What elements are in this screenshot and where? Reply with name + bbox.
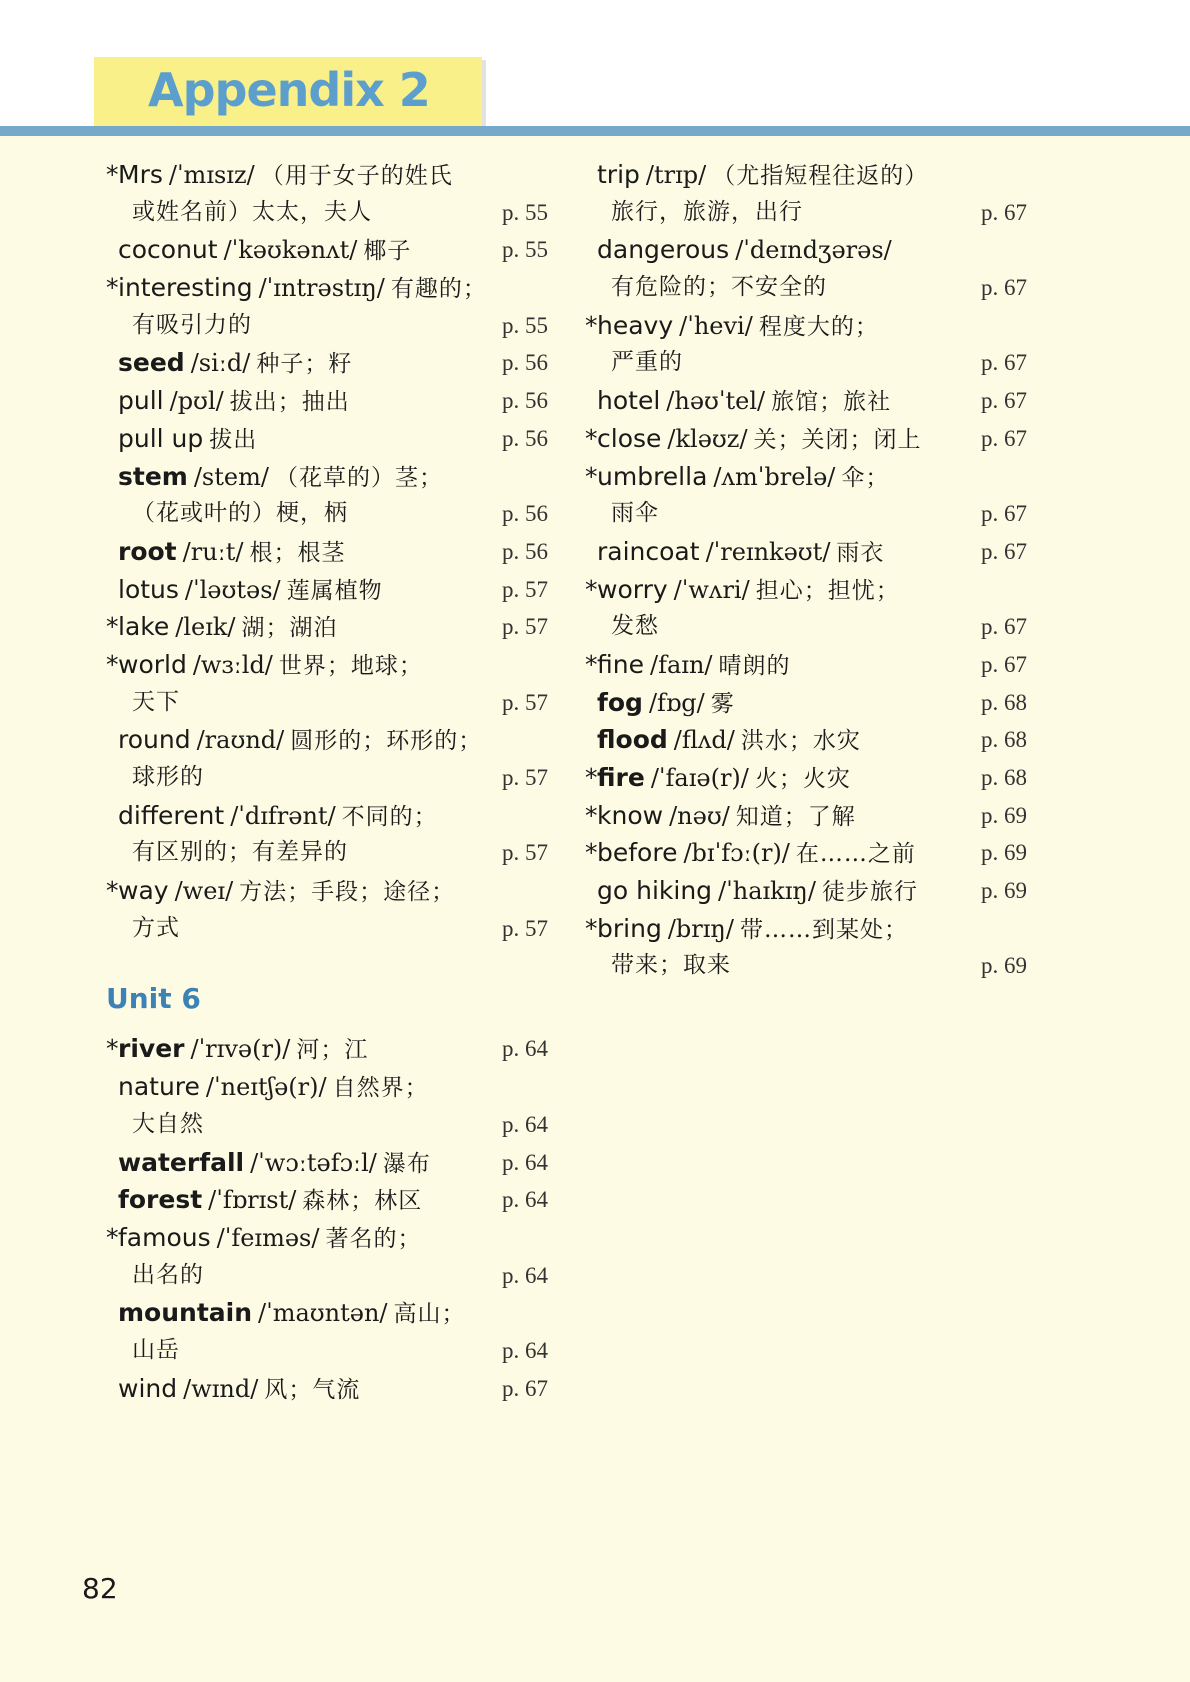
phonetic: /ˈfaɪə(r)/ bbox=[650, 764, 749, 792]
page-reference: p. 56 bbox=[502, 425, 548, 451]
vocab-entry bbox=[106, 1219, 548, 1294]
headword: worry bbox=[597, 574, 668, 604]
headword: different bbox=[118, 800, 225, 830]
star-marker: * bbox=[585, 763, 598, 792]
vocab-entry-line bbox=[118, 495, 548, 533]
vocab-entry-line bbox=[106, 269, 548, 307]
chinese-definition: 拔出 bbox=[209, 426, 258, 453]
star-marker: * bbox=[585, 574, 598, 604]
vocab-entry-line bbox=[118, 1332, 548, 1370]
vocab-entry-line bbox=[597, 608, 1027, 646]
vocab-entry-line bbox=[597, 231, 1027, 269]
vocab-entry-line bbox=[118, 721, 548, 759]
vocab-entry bbox=[597, 382, 1027, 420]
phonetic: /ˈmaʊntən/ bbox=[258, 1299, 388, 1328]
unit-6-heading: Unit 6 bbox=[106, 982, 201, 1016]
chinese-definition: 发愁 bbox=[611, 613, 659, 640]
headword: way bbox=[118, 876, 169, 906]
star-marker: * bbox=[585, 423, 598, 453]
vocab-entry bbox=[118, 571, 548, 609]
vocab-entry-line bbox=[118, 1370, 548, 1408]
vocab-entry-line bbox=[597, 947, 1027, 985]
vocab-entry bbox=[118, 1181, 548, 1219]
appendix-title: Appendix 2 bbox=[148, 63, 430, 117]
page-reference: p. 69 bbox=[981, 953, 1027, 979]
page-reference: p. 64 bbox=[502, 1187, 548, 1213]
vocab-entry bbox=[597, 533, 1027, 571]
chinese-definition: 森林；林区 bbox=[302, 1188, 423, 1215]
vocab-entry bbox=[118, 533, 548, 571]
star-marker: * bbox=[585, 461, 598, 491]
chinese-definition: 世界；地球； bbox=[278, 652, 423, 679]
headword: pull up bbox=[118, 423, 204, 453]
headword: dangerous bbox=[597, 235, 730, 265]
chinese-definition: 关；关闭；闭上 bbox=[753, 426, 922, 453]
phonetic: /ˈkəʊkənʌt/ bbox=[223, 236, 358, 265]
phonetic: /ˈwɔːtəfɔːl/ bbox=[250, 1148, 377, 1177]
vocab-entry-line bbox=[118, 1257, 548, 1295]
phonetic: /ˈwʌri/ bbox=[673, 575, 750, 604]
headword: go hiking bbox=[597, 876, 713, 906]
page-reference: p. 67 bbox=[981, 651, 1027, 677]
headword: lotus bbox=[118, 574, 179, 604]
chinese-definition: 河；江 bbox=[296, 1037, 369, 1064]
headword: lake bbox=[118, 612, 170, 642]
chinese-definition: 伞； bbox=[841, 464, 890, 491]
chinese-definition: 种子；籽 bbox=[256, 351, 353, 378]
vocab-entry bbox=[585, 420, 1027, 458]
phonetic: /flʌd/ bbox=[673, 726, 735, 755]
vocab-entry bbox=[106, 646, 548, 721]
vocab-entry-line bbox=[585, 910, 1027, 948]
headword: river bbox=[118, 1034, 185, 1064]
phonetic: /leɪk/ bbox=[175, 613, 236, 642]
page-number: 82 bbox=[82, 1572, 118, 1605]
page-reference: p. 67 bbox=[981, 388, 1027, 414]
page-reference: p. 64 bbox=[502, 1262, 548, 1288]
phonetic: /ˈdeɪndʒərəs/ bbox=[735, 236, 892, 265]
page-reference: p. 57 bbox=[502, 614, 548, 640]
vocab-entry-line bbox=[118, 231, 548, 269]
vocab-entry-line bbox=[118, 533, 548, 571]
chinese-definition: （尤指短程往返的） bbox=[712, 163, 929, 189]
vocab-entry-line bbox=[597, 269, 1027, 307]
phonetic: /wɜːld/ bbox=[192, 650, 273, 679]
vocab-entry bbox=[106, 608, 548, 646]
chinese-definition: 球形的 bbox=[132, 764, 204, 790]
vocab-list-right bbox=[585, 156, 1027, 985]
star-marker: * bbox=[106, 876, 119, 906]
vocab-entry bbox=[585, 910, 1027, 985]
vocab-entry-line bbox=[106, 646, 548, 684]
chinese-definition: 知道；了解 bbox=[735, 803, 856, 830]
page-reference: p. 68 bbox=[981, 765, 1027, 790]
chinese-definition: 大自然 bbox=[132, 1110, 204, 1137]
headword: coconut bbox=[118, 235, 218, 265]
phonetic: /ˈfɒrɪst/ bbox=[208, 1186, 297, 1215]
vocab-entry-line bbox=[585, 458, 1027, 496]
vocab-entry bbox=[118, 458, 548, 533]
headword: heavy bbox=[597, 310, 674, 340]
star-marker: * bbox=[106, 160, 119, 189]
vocab-entry bbox=[597, 231, 1027, 306]
chinese-definition: 方法；手段；途径； bbox=[239, 879, 456, 906]
phonetic: /faɪn/ bbox=[649, 650, 713, 679]
chinese-definition: 著名的； bbox=[325, 1225, 422, 1252]
page-reference: p. 68 bbox=[981, 727, 1027, 753]
chinese-definition: 带……到某处； bbox=[739, 916, 908, 943]
chinese-definition: 有吸引力的 bbox=[132, 311, 252, 338]
vocab-entry bbox=[585, 759, 1027, 797]
right-column bbox=[585, 156, 1027, 985]
star-marker: * bbox=[106, 1222, 119, 1252]
vocab-entry-line bbox=[597, 872, 1027, 910]
chinese-definition: 有区别的；有差异的 bbox=[132, 839, 348, 866]
chinese-definition: 旅馆；旅社 bbox=[771, 389, 892, 416]
page-reference: p. 64 bbox=[502, 1036, 548, 1062]
vocab-entry-line bbox=[118, 1106, 548, 1144]
phonetic: /bɪˈfɔː(r)/ bbox=[683, 839, 790, 868]
page-reference: p. 69 bbox=[981, 840, 1027, 866]
vocab-entry bbox=[106, 1030, 548, 1068]
page-reference: p. 64 bbox=[502, 1111, 548, 1137]
phonetic: /ruːt/ bbox=[182, 537, 244, 566]
page-reference: p. 67 bbox=[981, 350, 1027, 376]
headword: stem bbox=[118, 461, 188, 491]
vocab-entry-line bbox=[106, 1219, 548, 1257]
chinese-definition: 或姓名前）太太，夫人 bbox=[132, 198, 372, 225]
page-reference: p. 55 bbox=[502, 312, 548, 338]
vocab-entry-line bbox=[118, 307, 548, 345]
chinese-definition: 自然界； bbox=[332, 1075, 429, 1102]
page-reference: p. 69 bbox=[981, 878, 1027, 904]
chinese-definition: 在……之前 bbox=[795, 841, 916, 868]
chinese-definition: （用于女子的姓氏 bbox=[260, 163, 453, 189]
vocab-entry bbox=[585, 458, 1027, 533]
vocab-entry-line bbox=[118, 834, 548, 872]
vocab-entry-line bbox=[585, 759, 1027, 797]
headword: nature bbox=[118, 1072, 200, 1102]
vocab-entry bbox=[597, 872, 1027, 910]
headword: flood bbox=[597, 725, 668, 755]
vocab-entry-line bbox=[106, 156, 548, 194]
vocab-entry bbox=[597, 721, 1027, 759]
vocab-entry bbox=[106, 156, 548, 231]
vocab-entry bbox=[118, 1144, 548, 1182]
chinese-definition: 程度大的； bbox=[758, 313, 879, 340]
vocab-entry-line bbox=[585, 646, 1027, 684]
vocab-entry bbox=[118, 420, 548, 458]
phonetic: /ˈdɪfrənt/ bbox=[230, 801, 336, 830]
chinese-definition: 带来；取来 bbox=[611, 952, 731, 979]
headword: world bbox=[118, 649, 187, 679]
vocab-entry bbox=[597, 684, 1027, 722]
chinese-definition: 莲属植物 bbox=[286, 577, 383, 604]
page-reference: p. 67 bbox=[981, 199, 1027, 225]
page-reference: p. 57 bbox=[502, 689, 548, 715]
vocab-entry-line bbox=[585, 307, 1027, 345]
page-reference: p. 64 bbox=[502, 1337, 548, 1363]
vocab-entry-line bbox=[585, 420, 1027, 458]
page-reference: p. 67 bbox=[981, 275, 1027, 301]
vocab-entry-line bbox=[118, 194, 548, 232]
vocab-entry-line bbox=[106, 608, 548, 646]
chinese-definition: 圆形的；环形的； bbox=[290, 728, 483, 755]
phonetic: /weɪ/ bbox=[174, 877, 234, 906]
page-reference: p. 67 bbox=[502, 1375, 548, 1401]
vocab-entry bbox=[597, 156, 1027, 231]
vocab-entry bbox=[118, 344, 548, 382]
page-reference: p. 56 bbox=[502, 388, 548, 414]
vocab-entry bbox=[118, 1294, 548, 1369]
chinese-definition: （花草的）茎； bbox=[274, 464, 443, 491]
left-column bbox=[106, 156, 548, 1407]
headword: forest bbox=[118, 1185, 203, 1215]
phonetic: /trɪp/ bbox=[645, 161, 707, 189]
vocab-entry bbox=[118, 1068, 548, 1143]
headword: seed bbox=[118, 348, 185, 378]
vocab-entry-line bbox=[106, 1030, 548, 1068]
headword: fire bbox=[597, 763, 645, 792]
vocab-entry-line bbox=[585, 571, 1027, 609]
chinese-definition: 山岳 bbox=[132, 1336, 180, 1363]
chinese-definition: 雾 bbox=[710, 690, 735, 717]
vocab-list-unit-6 bbox=[106, 1030, 548, 1407]
star-marker: * bbox=[106, 612, 119, 642]
headword: mountain bbox=[118, 1298, 253, 1328]
page-reference: p. 57 bbox=[502, 765, 548, 790]
chinese-definition: 有危险的；不安全的 bbox=[611, 274, 827, 301]
phonetic: /ˈfeɪməs/ bbox=[216, 1223, 320, 1252]
phonetic: /raʊnd/ bbox=[196, 726, 285, 755]
headword: trip bbox=[597, 160, 640, 189]
phonetic: /wɪnd/ bbox=[183, 1374, 259, 1403]
vocab-entry-line bbox=[118, 458, 548, 496]
vocab-entry bbox=[106, 872, 548, 947]
headword: fog bbox=[597, 687, 643, 717]
page-reference: p. 67 bbox=[981, 425, 1027, 451]
page-reference: p. 56 bbox=[502, 501, 548, 527]
chinese-definition: 湖；湖泊 bbox=[241, 615, 338, 642]
page-reference: p. 67 bbox=[981, 501, 1027, 527]
star-marker: * bbox=[585, 800, 598, 830]
phonetic: /nəʊ/ bbox=[669, 801, 730, 830]
chinese-definition: 晴朗的 bbox=[718, 652, 791, 679]
headword: waterfall bbox=[118, 1147, 245, 1177]
vocab-entry-line bbox=[597, 721, 1027, 759]
vocab-entry-line bbox=[118, 797, 548, 835]
chinese-definition: 拔出；抽出 bbox=[229, 389, 350, 416]
page-reference: p. 64 bbox=[502, 1149, 548, 1175]
headword: fine bbox=[597, 649, 644, 679]
phonetic: /ˈrɪvə(r)/ bbox=[190, 1035, 291, 1064]
headword: round bbox=[118, 725, 191, 755]
vocab-entry-line bbox=[118, 1068, 548, 1106]
vocab-entry-line bbox=[597, 194, 1027, 232]
vocab-entry bbox=[118, 721, 548, 796]
vocab-entry-line bbox=[597, 344, 1027, 382]
vocab-entry bbox=[106, 269, 548, 344]
star-marker: * bbox=[585, 838, 598, 868]
vocab-entry-line bbox=[597, 684, 1027, 722]
phonetic: /stem/ bbox=[193, 462, 269, 491]
chinese-definition: 椰子 bbox=[363, 238, 412, 265]
vocab-entry-line bbox=[597, 156, 1027, 194]
phonetic: /ˈɪntrəstɪŋ/ bbox=[258, 274, 385, 303]
page-reference: p. 56 bbox=[502, 538, 548, 564]
star-marker: * bbox=[106, 649, 119, 679]
headword: know bbox=[597, 800, 664, 830]
chinese-definition: 方式 bbox=[132, 914, 180, 941]
vocab-entry-line bbox=[118, 571, 548, 609]
vocab-entry bbox=[118, 797, 548, 872]
chinese-definition: 瀑布 bbox=[382, 1150, 431, 1177]
phonetic: /ˈmɪsɪz/ bbox=[168, 161, 255, 189]
headword: pull bbox=[118, 386, 164, 416]
headword: Mrs bbox=[118, 160, 163, 189]
vocab-entry bbox=[585, 307, 1027, 382]
chinese-definition: 有趣的； bbox=[390, 276, 487, 303]
phonetic: /ˈləʊtəs/ bbox=[184, 575, 281, 604]
vocab-entry bbox=[118, 231, 548, 269]
vocab-entry-line bbox=[597, 495, 1027, 533]
phonetic: /brɪŋ/ bbox=[667, 914, 734, 943]
vocab-entry bbox=[585, 834, 1027, 872]
chinese-definition: 担心；担忧； bbox=[755, 577, 900, 604]
chinese-definition: 严重的 bbox=[611, 349, 683, 376]
chinese-definition: 火；火灾 bbox=[754, 766, 851, 792]
phonetic: /ˈhevi/ bbox=[679, 311, 753, 340]
vocab-entry bbox=[585, 571, 1027, 646]
page-reference: p. 67 bbox=[981, 538, 1027, 564]
page-reference: p. 57 bbox=[502, 915, 548, 941]
header-rule bbox=[0, 126, 1190, 136]
page-reference: p. 68 bbox=[981, 689, 1027, 715]
vocab-entry-line bbox=[118, 420, 548, 458]
chinese-definition: 出名的 bbox=[132, 1261, 204, 1288]
page-reference: p. 55 bbox=[502, 199, 548, 225]
headword: before bbox=[597, 838, 678, 868]
vocab-entry bbox=[585, 797, 1027, 835]
vocab-entry bbox=[585, 646, 1027, 684]
page-reference: p. 57 bbox=[502, 576, 548, 602]
vocab-entry-line bbox=[597, 533, 1027, 571]
phonetic: /ˈhaɪkɪŋ/ bbox=[718, 877, 816, 906]
chinese-definition: （花或叶的）梗，柄 bbox=[132, 500, 348, 527]
headword: root bbox=[118, 536, 177, 566]
vocab-entry-line bbox=[585, 797, 1027, 835]
phonetic: /siːd/ bbox=[190, 349, 251, 378]
headword: umbrella bbox=[597, 461, 708, 491]
chinese-definition: 雨衣 bbox=[836, 539, 885, 566]
vocab-entry bbox=[118, 382, 548, 420]
page-reference: p. 55 bbox=[502, 237, 548, 263]
chinese-definition: 高山； bbox=[393, 1301, 466, 1328]
page-reference: p. 69 bbox=[981, 802, 1027, 828]
phonetic: /pʊl/ bbox=[169, 387, 224, 416]
headword: famous bbox=[118, 1222, 211, 1252]
vocab-entry-line bbox=[118, 1144, 548, 1182]
star-marker: * bbox=[106, 1034, 119, 1064]
chinese-definition: 雨伞 bbox=[611, 500, 659, 527]
vocab-entry-line bbox=[118, 910, 548, 948]
phonetic: /kləʊz/ bbox=[667, 424, 748, 453]
phonetic: /həʊˈtel/ bbox=[666, 387, 766, 416]
vocab-entry-line bbox=[118, 1181, 548, 1219]
star-marker: * bbox=[585, 913, 598, 943]
headword: bring bbox=[597, 913, 662, 943]
page-reference: p. 57 bbox=[502, 840, 548, 866]
vocab-entry bbox=[118, 1370, 548, 1408]
vocab-entry-line bbox=[106, 872, 548, 910]
phonetic: /fɒg/ bbox=[648, 688, 705, 717]
headword: wind bbox=[118, 1373, 178, 1403]
phonetic: /ˈreɪnkəʊt/ bbox=[705, 537, 831, 566]
phonetic: /ʌmˈbrelə/ bbox=[713, 462, 836, 491]
headword: interesting bbox=[118, 273, 253, 303]
chinese-definition: 旅行，旅游，出行 bbox=[611, 198, 803, 225]
vocab-entry-line bbox=[118, 344, 548, 382]
chinese-definition: 风；气流 bbox=[264, 1376, 361, 1403]
appendix-title-box bbox=[94, 57, 482, 126]
vocab-entry-line bbox=[118, 382, 548, 420]
vocab-entry-line bbox=[585, 834, 1027, 872]
chinese-definition: 不同的； bbox=[341, 803, 438, 830]
chinese-definition: 洪水；水灾 bbox=[740, 728, 861, 755]
vocab-entry-line bbox=[118, 759, 548, 797]
phonetic: /ˈneɪtʃə(r)/ bbox=[205, 1073, 327, 1102]
page-reference: p. 56 bbox=[502, 350, 548, 376]
chinese-definition: 天下 bbox=[132, 688, 180, 715]
chinese-definition: 徒步旅行 bbox=[821, 879, 918, 906]
headword: hotel bbox=[597, 386, 661, 416]
headword: close bbox=[597, 423, 662, 453]
vocab-entry-line bbox=[118, 1294, 548, 1332]
star-marker: * bbox=[585, 649, 598, 679]
vocab-entry-line bbox=[597, 382, 1027, 420]
vocab-entry-line bbox=[118, 684, 548, 722]
star-marker: * bbox=[585, 310, 598, 340]
headword: raincoat bbox=[597, 536, 700, 566]
star-marker: * bbox=[106, 273, 119, 303]
chinese-definition: 根；根茎 bbox=[249, 539, 346, 566]
vocab-list-left bbox=[106, 156, 548, 947]
page-reference: p. 67 bbox=[981, 614, 1027, 640]
